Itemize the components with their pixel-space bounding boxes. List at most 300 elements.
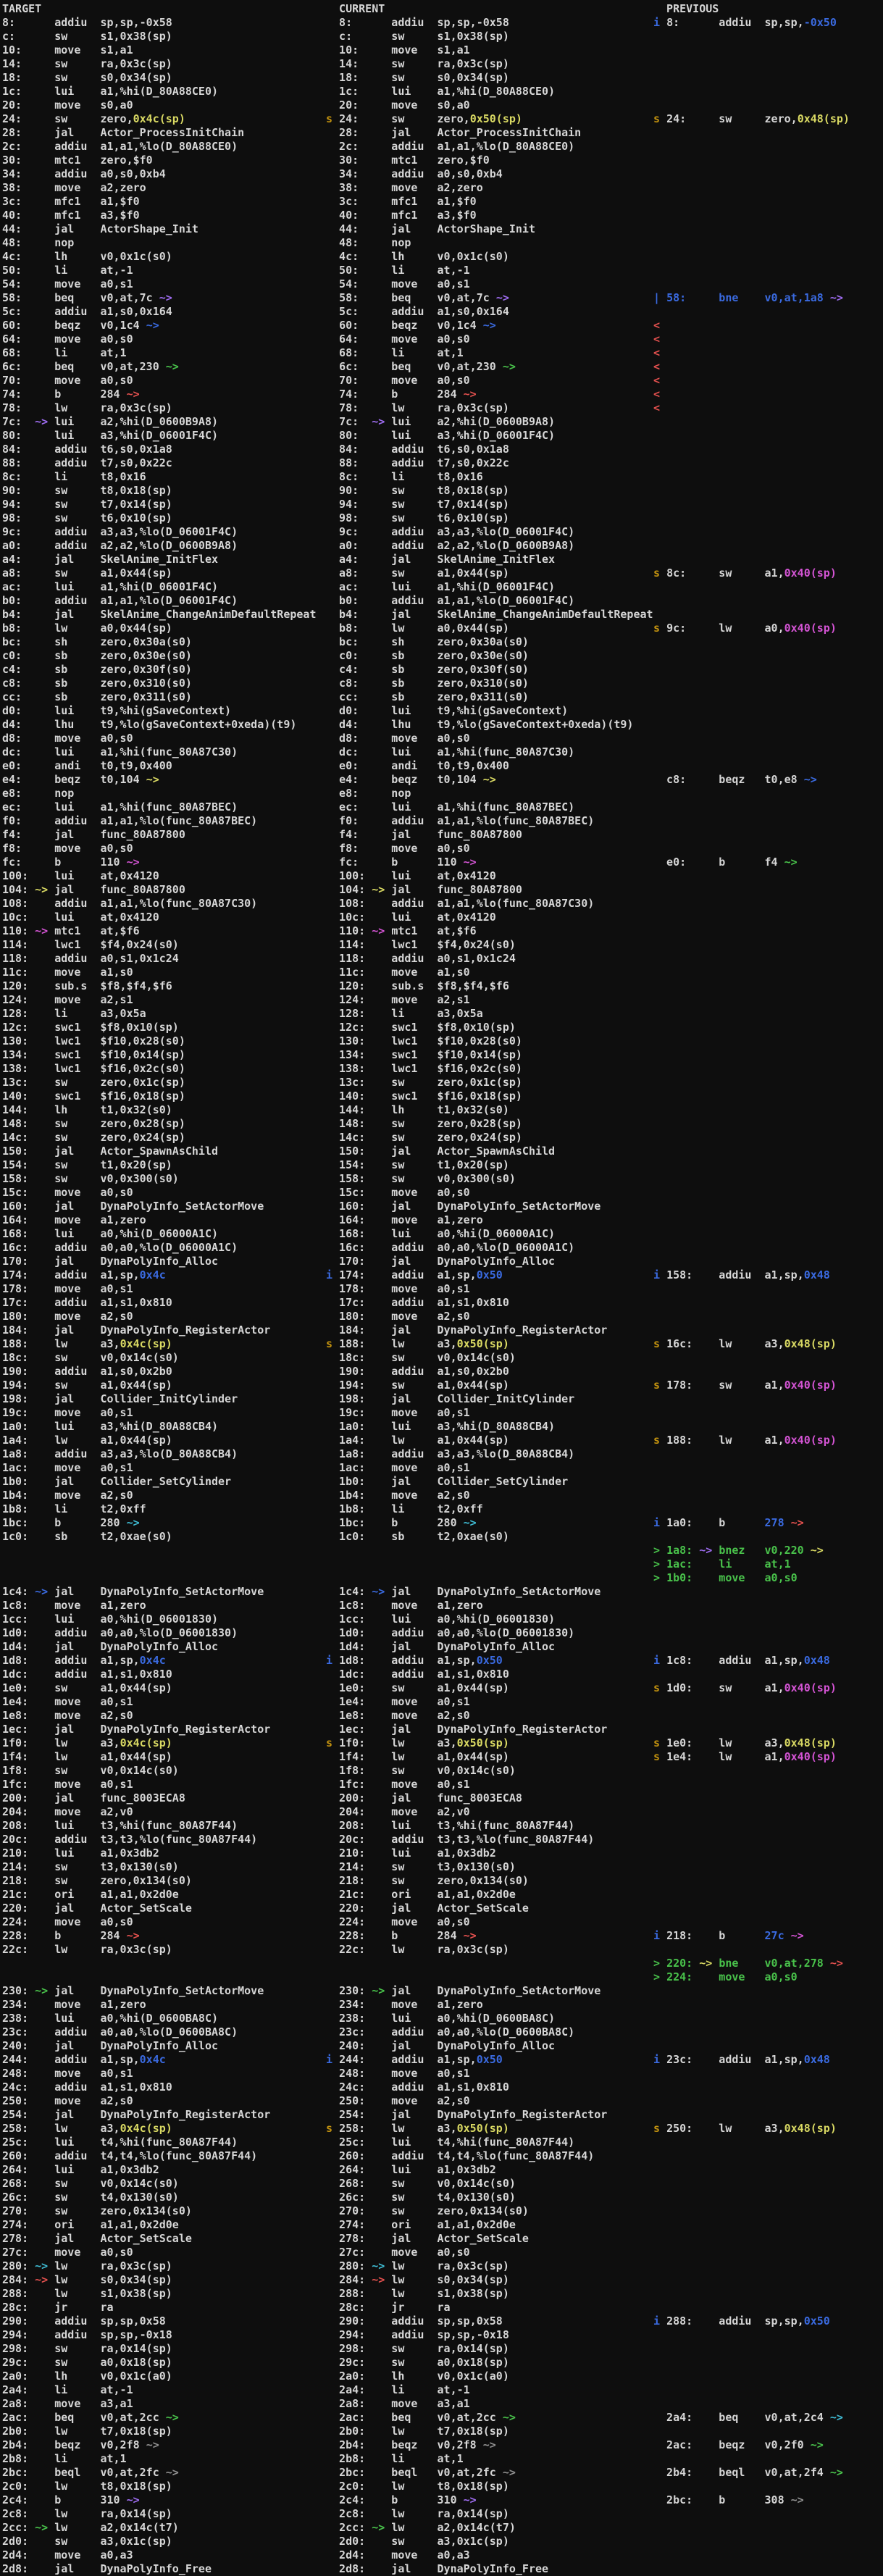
asm-line-previous <box>653 360 850 374</box>
asm-text-segment <box>326 415 339 428</box>
asm-text-segment: 88: addiu t7,s0,0x22c <box>2 456 172 469</box>
asm-text-segment: e0: andi t0,t9,0x400 <box>2 759 172 772</box>
asm-line-target <box>2 1778 316 1791</box>
asm-line-previous <box>653 1076 850 1090</box>
asm-text-segment: 1c0: sb t2,0xae(s0) <box>2 1530 172 1543</box>
asm-line-current <box>326 2535 653 2548</box>
asm-line-previous <box>653 1915 850 1929</box>
asm-text-segment: lw s0,0x34(sp) <box>391 2273 509 2286</box>
asm-line-current <box>326 140 653 154</box>
asm-line-current <box>326 1571 653 1585</box>
asm-text-segment: 184: jal DynaPolyInfo_RegisterActor <box>2 1323 271 1337</box>
asm-line-current <box>326 1255 653 1268</box>
asm-text-segment: 40: mfc1 a3,$f0 <box>2 209 140 222</box>
asm-line-target <box>2 1709 316 1723</box>
asm-text-segment: 8: addiu sp,sp,-0x58 <box>326 16 509 29</box>
asm-line-current <box>326 2507 653 2521</box>
asm-line-target <box>2 1158 316 1172</box>
asm-text-segment: 274: ori a1,a1,0x2d0e <box>2 2218 179 2231</box>
asm-line-current <box>326 484 653 498</box>
asm-text-segment: ~> <box>159 291 172 304</box>
asm-text-segment: 1ec: jal DynaPolyInfo_RegisterActor <box>326 1723 608 1736</box>
asm-text-segment: 204: move a2,v0 <box>2 1805 133 1818</box>
asm-text-segment: 10c: lui at,0x4120 <box>326 911 496 924</box>
asm-text-segment: 0x4c <box>139 1268 166 1281</box>
asm-text-segment: 1e0: sw a1,0x44(sp) <box>326 1681 509 1694</box>
asm-text-segment: 288: lw s1,0x38(sp) <box>2 2287 172 2300</box>
asm-text-segment: 108: addiu a1,a1,%lo(func_80A87C30) <box>326 897 595 910</box>
asm-line-previous <box>653 1530 850 1544</box>
asm-line-target <box>2 470 316 484</box>
asm-text-segment: ~> <box>463 1929 477 1942</box>
asm-line-previous <box>653 429 850 443</box>
asm-text-segment: 284: <box>2 2273 35 2286</box>
asm-line-target <box>2 264 316 277</box>
asm-line-current <box>326 1351 653 1365</box>
asm-line-previous <box>653 2259 850 2273</box>
asm-line-previous <box>653 1902 850 1915</box>
asm-line-current <box>326 566 653 580</box>
asm-text-segment: 6c: beq v0,at,230 <box>2 360 166 373</box>
asm-text-segment: 2c4: b 310 <box>339 2493 464 2506</box>
asm-text-segment: 1a0: b <box>666 1516 765 1529</box>
asm-text-segment: lw a2,0x14c(t7) <box>54 2521 179 2534</box>
asm-text-segment: ~> <box>372 924 392 937</box>
asm-text-segment <box>326 2466 339 2479</box>
asm-text-segment: 38: move a2,zero <box>326 181 483 194</box>
asm-text-segment: ~> <box>126 2493 140 2506</box>
asm-line-target <box>2 594 316 608</box>
asm-line-previous <box>653 869 850 883</box>
asm-text-segment: lw ra,0x3c(sp) <box>54 2259 172 2272</box>
asm-text-segment: 244: addiu a1,sp, <box>339 2053 477 2066</box>
asm-text-segment: 1ac: move a0,s1 <box>2 1461 133 1474</box>
asm-text-segment: 15c: move a0,s0 <box>2 1186 133 1199</box>
asm-text-segment: 90: sw t8,0x18(sp) <box>326 484 509 497</box>
asm-text-segment: jal func_80A87800 <box>391 883 522 896</box>
asm-text-segment: 9c: addiu a3,a3,%lo(D_06001F4C) <box>2 525 238 538</box>
asm-line-target <box>2 1241 316 1255</box>
asm-text-segment: 120: sub.s $f8,$f4,$f6 <box>2 979 172 992</box>
asm-text-segment: 11c: move a1,s0 <box>326 966 470 979</box>
asm-text-segment: 5c: addiu a1,s0,0x164 <box>2 305 172 318</box>
asm-text-segment: 1e8: move a2,s0 <box>326 1709 470 1722</box>
asm-line-previous <box>653 443 850 456</box>
asm-line-current <box>326 181 653 195</box>
asm-line-current <box>326 2356 653 2370</box>
asm-line-target <box>2 140 316 154</box>
asm-text-segment: > <box>653 1544 667 1557</box>
asm-line-previous <box>653 1585 850 1599</box>
asm-text-segment: 74: b 284 <box>339 388 464 401</box>
asm-line-previous <box>653 195 850 209</box>
asm-text-segment: ~> <box>165 360 179 373</box>
asm-text-segment: 238: lui a0,%hi(D_0600BA8C) <box>2 2012 219 2025</box>
asm-text-segment: 0x40(sp) <box>784 1750 837 1763</box>
asm-text-segment: 11c: move a1,s0 <box>2 966 133 979</box>
asm-line-target <box>2 346 316 360</box>
asm-text-segment: 0x40(sp) <box>784 1434 837 1447</box>
asm-text-segment: 0x50(sp) <box>469 112 522 125</box>
asm-line-target <box>2 1874 316 1888</box>
asm-line-target <box>2 1434 316 1447</box>
asm-line-target <box>2 800 316 814</box>
asm-line-target <box>2 1805 316 1819</box>
asm-line-target <box>2 209 316 222</box>
asm-line-current <box>326 2273 653 2287</box>
asm-text-segment: 2b0: lw t7,0x18(sp) <box>326 2425 509 2438</box>
asm-text-segment: CURRENT <box>326 2 385 15</box>
asm-line-previous <box>653 2452 850 2466</box>
asm-text-segment: 200: jal func_8003ECA8 <box>2 1791 185 1805</box>
asm-text-segment: 78: lw ra,0x3c(sp) <box>326 401 509 414</box>
asm-line-target <box>2 2521 316 2535</box>
asm-line-target <box>2 539 316 553</box>
asm-text-segment: 1f8: sw v0,0x14c(s0) <box>326 1764 516 1777</box>
asm-line-previous <box>653 99 850 112</box>
asm-line-target <box>2 1888 316 1902</box>
asm-text-segment: 25c: lui t4,%hi(func_80A87F44) <box>2 2136 238 2149</box>
asm-line-target <box>2 2177 316 2191</box>
asm-line-target <box>2 1048 316 1062</box>
asm-line-previous <box>653 1034 850 1048</box>
asm-text-segment: f8: move a0,s0 <box>2 842 133 855</box>
asm-line-current <box>326 1970 653 1984</box>
asm-line-target <box>2 1021 316 1034</box>
asm-line-previous <box>653 1021 850 1034</box>
asm-line-previous <box>653 57 850 71</box>
asm-line-previous <box>653 525 850 539</box>
asm-text-segment: cc: sb zero,0x311(s0) <box>326 690 529 703</box>
asm-text-segment: 118: addiu a0,s1,0x1c24 <box>326 952 516 965</box>
asm-text-segment: 1bc: b 280 <box>339 1516 464 1529</box>
asm-line-previous <box>653 1764 850 1778</box>
asm-line-target <box>2 2149 316 2163</box>
asm-text-segment: c: sw s1,0x38(sp) <box>326 30 509 43</box>
asm-line-current <box>326 415 653 429</box>
asm-text-segment: ~> <box>372 1585 392 1598</box>
asm-text-segment: i <box>653 2314 667 2328</box>
asm-line-current <box>326 1241 653 1255</box>
asm-text-segment: 18c: sw v0,0x14c(s0) <box>2 1351 179 1364</box>
asm-text-segment: mtc1 at,$f6 <box>54 924 140 937</box>
asm-line-target <box>2 759 316 773</box>
asm-line-current <box>326 2204 653 2218</box>
asm-text-segment: 228: b 284 <box>339 1929 464 1942</box>
asm-text-segment: c0: sb zero,0x30e(s0) <box>326 649 529 662</box>
asm-line-current <box>326 2383 653 2397</box>
asm-line-target <box>2 842 316 856</box>
asm-text-segment: 154: sw t1,0x20(sp) <box>326 1158 509 1171</box>
asm-line-current <box>326 2025 653 2039</box>
asm-line-target <box>2 43 316 57</box>
asm-line-target <box>2 1695 316 1709</box>
asm-line-target <box>2 30 316 43</box>
asm-line-previous <box>653 291 850 305</box>
asm-line-previous <box>653 1668 850 1681</box>
asm-line-target <box>2 484 316 498</box>
asm-line-previous <box>653 594 850 608</box>
asm-line-target <box>2 1819 316 1833</box>
asm-line-previous <box>653 883 850 897</box>
diff-column-previous <box>653 2 850 2576</box>
asm-line-current <box>326 911 653 924</box>
asm-text-segment: 118: addiu a0,s1,0x1c24 <box>2 952 179 965</box>
asm-line-current <box>326 2246 653 2259</box>
asm-line-previous <box>653 732 850 745</box>
asm-line-current <box>326 952 653 966</box>
asm-text-segment: 170: jal DynaPolyInfo_Alloc <box>326 1255 556 1268</box>
asm-line-target <box>2 2067 316 2081</box>
asm-line-current <box>326 2259 653 2273</box>
asm-line-target <box>2 814 316 828</box>
asm-text-segment: ~> <box>502 2466 516 2479</box>
asm-line-target <box>2 126 316 140</box>
asm-text-segment: a4: jal SkelAnime_InitFlex <box>326 553 556 566</box>
asm-line-current <box>326 828 653 842</box>
asm-line-previous <box>653 2425 850 2438</box>
asm-line-target <box>2 2012 316 2025</box>
asm-line-target <box>2 1613 316 1626</box>
asm-line-current <box>326 1034 653 1048</box>
asm-text-segment: 294: addiu sp,sp,-0x18 <box>2 2328 172 2341</box>
asm-line-current <box>326 856 653 869</box>
asm-text-segment: ~> <box>829 2466 843 2479</box>
asm-text-segment: 0x40(sp) <box>784 1681 837 1694</box>
asm-text-segment: 54: move a0,s1 <box>2 277 133 290</box>
asm-line-previous <box>653 2438 850 2452</box>
asm-line-previous <box>653 43 850 57</box>
asm-text-segment: 9c: lw a0, <box>666 622 784 635</box>
asm-text-segment: 1c0: sb t2,0xae(s0) <box>326 1530 509 1543</box>
asm-line-previous <box>653 1874 850 1888</box>
asm-line-previous <box>653 1351 850 1365</box>
asm-line-previous <box>653 1406 850 1420</box>
asm-text-segment: 100: lui at,0x4120 <box>2 869 159 882</box>
asm-text-segment: ~> <box>810 1544 824 1557</box>
asm-line-target <box>2 1764 316 1778</box>
asm-line-previous <box>653 1489 850 1502</box>
asm-text-segment: ~> <box>372 415 392 428</box>
asm-text-segment: 60: beqz v0,1c4 <box>339 319 483 332</box>
asm-text-segment: 14c: sw zero,0x24(sp) <box>326 1131 522 1144</box>
asm-text-segment: lw s0,0x34(sp) <box>54 2273 172 2286</box>
asm-text-segment: 290: addiu sp,sp,0x58 <box>2 2314 166 2328</box>
asm-text-segment: -0x50 <box>803 16 837 29</box>
asm-text-segment: ~> <box>35 2273 55 2286</box>
asm-text-segment: 158: addiu a1,sp, <box>666 1268 804 1281</box>
asm-line-current <box>326 1613 653 1626</box>
asm-line-target <box>2 498 316 511</box>
asm-text-segment: 7c: <box>2 415 35 428</box>
asm-line-previous <box>653 2039 850 2053</box>
asm-text-segment: 30: mtc1 zero,$f0 <box>2 154 153 167</box>
asm-text-segment: jal DynaPolyInfo_SetActorMove <box>54 1585 264 1598</box>
asm-text-segment: 294: addiu sp,sp,-0x18 <box>326 2328 509 2341</box>
asm-text-segment: 180: move a2,s0 <box>2 1310 133 1323</box>
asm-text-segment: 78: lw ra,0x3c(sp) <box>2 401 172 414</box>
asm-text-segment: 1d8: addiu a1,sp, <box>339 1654 477 1667</box>
asm-text-segment: 200: jal func_8003ECA8 <box>326 1791 522 1805</box>
asm-line-current <box>326 1379 653 1392</box>
asm-text-segment: 18: sw s0,0x34(sp) <box>2 71 172 84</box>
asm-text-segment: bnez v0,220 <box>719 1544 811 1557</box>
asm-line-target <box>2 2493 316 2507</box>
asm-line-previous <box>653 1957 850 1970</box>
asm-text-segment: 0x4c(sp) <box>120 1736 172 1749</box>
asm-line-previous <box>653 1158 850 1172</box>
asm-line-previous <box>653 2493 850 2507</box>
asm-text-segment: 158: sw v0,0x300(s0) <box>326 1172 516 1185</box>
asm-line-target <box>2 388 316 401</box>
asm-line-current <box>326 1323 653 1337</box>
asm-text-segment: 210: lui a1,0x3db2 <box>326 1847 496 1860</box>
asm-text-segment <box>326 319 339 332</box>
asm-text-segment: 18: sw s0,0x34(sp) <box>326 71 509 84</box>
asm-line-previous <box>653 2025 850 2039</box>
asm-text-segment: < <box>653 319 661 332</box>
asm-text-segment: 17c: addiu a1,s1,0x810 <box>2 1296 172 1309</box>
asm-text-segment: 0x48(sp) <box>784 1337 837 1350</box>
asm-text-segment: 74: b 284 <box>2 388 127 401</box>
asm-line-target <box>2 1475 316 1489</box>
asm-line-current <box>326 498 653 511</box>
asm-text-segment: e4: beqz t0,104 <box>339 773 483 786</box>
asm-text-segment: 178: move a0,s1 <box>326 1282 470 1295</box>
asm-line-current <box>326 470 653 484</box>
asm-line-previous <box>653 264 850 277</box>
asm-line-target <box>2 1090 316 1103</box>
asm-text-segment: 264: lui a1,0x3db2 <box>326 2163 496 2176</box>
asm-line-target <box>2 112 316 126</box>
asm-line-target <box>2 443 316 456</box>
asm-line-current <box>326 1668 653 1681</box>
asm-line-target <box>2 580 316 594</box>
asm-text-segment: ~> <box>810 2438 824 2451</box>
asm-text-segment <box>326 773 339 786</box>
asm-text-segment: 2ac: beq v0,at,2cc <box>2 2411 166 2424</box>
asm-text-segment: 2b8: li at,1 <box>326 2452 464 2465</box>
asm-text-segment: e4: beqz t0,104 <box>2 773 146 786</box>
asm-text-segment: 2a8: move a3,a1 <box>2 2397 133 2410</box>
asm-line-target <box>2 2136 316 2149</box>
asm-text-segment: 150: jal Actor_SpawnAsChild <box>326 1145 556 1158</box>
asm-line-previous <box>653 979 850 993</box>
asm-line-previous <box>653 1791 850 1805</box>
asm-line-previous <box>653 1943 850 1957</box>
asm-line-target <box>2 57 316 71</box>
asm-text-segment: ~> <box>372 1984 392 1997</box>
asm-line-target <box>2 1723 316 1736</box>
asm-text-segment: 218: b <box>666 1929 765 1942</box>
asm-line-target <box>2 773 316 787</box>
asm-text-segment: 24c: addiu a1,s1,0x810 <box>2 2081 172 2094</box>
asm-line-previous <box>653 911 850 924</box>
asm-text-segment: 23c: addiu a1,sp, <box>666 2053 804 2066</box>
asm-text-segment: 214: sw t3,0x130(s0) <box>326 1860 516 1873</box>
asm-text-segment: c4: sb zero,0x30f(s0) <box>2 663 192 676</box>
asm-line-current <box>326 1172 653 1186</box>
asm-text-segment: 27c <box>764 1929 784 1942</box>
asm-text-segment: 10c: lui at,0x4120 <box>2 911 159 924</box>
asm-line-current <box>326 1076 653 1090</box>
asm-line-current <box>326 85 653 99</box>
asm-line-current <box>326 1392 653 1406</box>
asm-line-previous <box>653 1709 850 1723</box>
asm-line-previous <box>653 236 850 250</box>
asm-line-current <box>326 718 653 732</box>
asm-text-segment: a0: addiu a2,a2,%lo(D_0600B9A8) <box>2 539 238 552</box>
asm-text-segment: 1b8: li t2,0xff <box>326 1502 483 1515</box>
asm-line-previous <box>653 1200 850 1213</box>
asm-text-segment: 48: nop <box>326 236 411 249</box>
asm-text-segment: 84: addiu t6,s0,0x1a8 <box>326 443 509 456</box>
asm-line-previous <box>653 2328 850 2342</box>
asm-text-segment: ~> <box>463 856 477 869</box>
asm-line-target <box>2 2411 316 2425</box>
asm-text-segment: 4c: lh v0,0x1c(s0) <box>326 250 509 263</box>
asm-line-target <box>2 291 316 305</box>
asm-text-segment: 50: li at,-1 <box>2 264 133 277</box>
asm-text-segment: 1c8: move a1,zero <box>326 1599 483 1612</box>
asm-text-segment: 1f0: lw a3, <box>339 1736 457 1749</box>
asm-line-target <box>2 1847 316 1860</box>
asm-line-previous <box>653 1461 850 1475</box>
asm-text-segment: 190: addiu a1,s0,0x2b0 <box>2 1365 172 1378</box>
asm-text-segment: e8: nop <box>326 787 411 800</box>
asm-text-segment: 94: sw t7,0x14(sp) <box>2 498 172 511</box>
asm-line-previous <box>653 1365 850 1379</box>
asm-text-segment: bne v0,at,278 <box>719 1957 830 1970</box>
asm-line-current <box>326 401 653 415</box>
asm-line-current <box>326 1599 653 1613</box>
asm-text-segment: 128: li a3,0x5a <box>2 1007 146 1020</box>
asm-line-current <box>326 1805 653 1819</box>
asm-text-segment: 2a8: move a3,a1 <box>326 2397 470 2410</box>
asm-text-segment: 208: lui t3,%hi(func_80A87F44) <box>2 1819 238 1832</box>
asm-text-segment <box>326 291 339 304</box>
asm-line-target <box>2 2328 316 2342</box>
asm-line-previous <box>653 622 850 635</box>
asm-text-segment: ~> <box>126 388 140 401</box>
asm-line-target <box>2 1351 316 1365</box>
asm-line-previous <box>653 1984 850 1998</box>
asm-line-previous <box>653 856 850 869</box>
asm-text-segment: 104: <box>2 883 35 896</box>
asm-line-target <box>2 1970 316 1984</box>
asm-line-target <box>2 195 316 209</box>
asm-line-current <box>326 1860 653 1874</box>
asm-text-segment: lui a2,%hi(D_0600B9A8) <box>54 415 219 428</box>
asm-line-previous <box>653 2177 850 2191</box>
asm-text-segment: ~> <box>35 2259 55 2272</box>
asm-text-segment: ~> <box>35 415 55 428</box>
asm-text-segment: 150: jal Actor_SpawnAsChild <box>2 1145 219 1158</box>
asm-text-segment: 0x50(sp) <box>456 1337 509 1350</box>
asm-text-segment: s <box>653 1434 667 1447</box>
asm-line-previous <box>653 635 850 649</box>
asm-line-previous <box>653 966 850 979</box>
asm-line-current <box>326 2136 653 2149</box>
asm-line-previous <box>653 938 850 952</box>
asm-line-current <box>326 732 653 745</box>
asm-line-current <box>326 1007 653 1021</box>
asm-line-current <box>326 580 653 594</box>
asm-text-segment: 1bc: b 280 <box>2 1516 127 1529</box>
asm-text-segment: ~> <box>146 2438 159 2451</box>
asm-text-segment: 2b0: lw t7,0x18(sp) <box>2 2425 172 2438</box>
asm-text-segment: 2cc: <box>339 2521 372 2534</box>
